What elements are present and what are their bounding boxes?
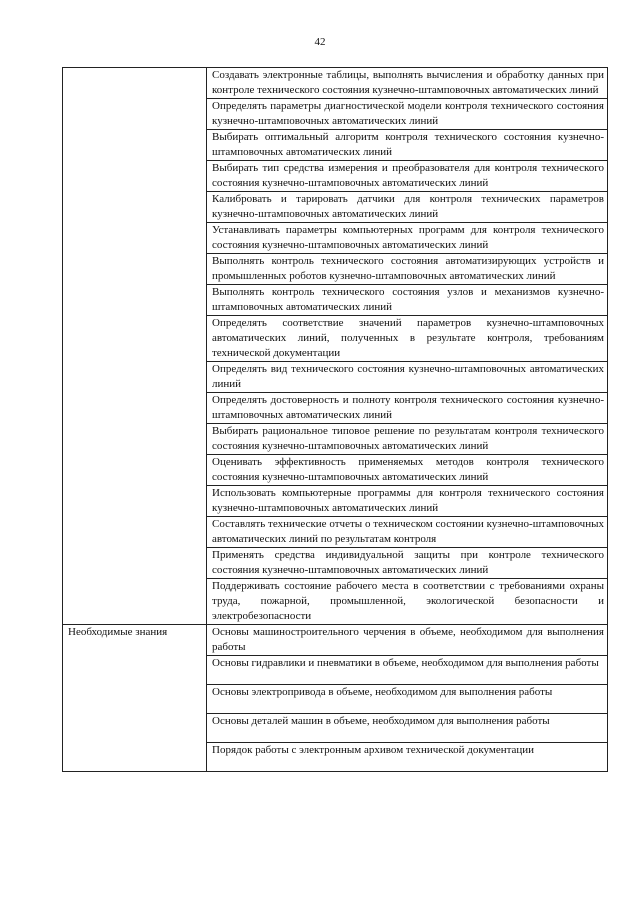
requirement-item: Оценивать эффективность применяемых методов контроля технического состояния кузнечно-штамповочных автоматических линий [207, 455, 608, 486]
requirement-item: Устанавливать параметры компьютерных программ для контроля технического состояния кузнечно-штамповочных автоматических линий [207, 223, 608, 254]
requirement-item: Определять параметры диагностической модели контроля технического состояния кузнечно-штамповочных автоматических линий [207, 99, 608, 130]
section-label: Необходимые знания [63, 625, 207, 772]
requirement-item: Порядок работы с электронным архивом технической документации [207, 743, 608, 772]
table-body [63, 68, 608, 772]
requirement-item: Определять достоверность и полноту контроля технического состояния кузнечно-штамповочных автоматических линий [207, 393, 608, 424]
requirement-item: Основы электропривода в объеме, необходимом для выполнения работы [207, 685, 608, 714]
table-row [63, 68, 608, 99]
table-row [63, 625, 608, 656]
skills-knowledge-table [62, 67, 608, 772]
requirement-item: Создавать электронные таблицы, выполнять вычисления и обработку данных при контроле технического состояния кузнечно-штамповочных автоматических линий [207, 68, 608, 99]
requirement-item: Выполнять контроль технического состояния автоматизирующих устройств и промышленных роботов кузнечно-штамповочных автоматических линий [207, 254, 608, 285]
requirement-item: Выбирать рациональное типовое решение по результатам контроля технического состояния кузнечно-штамповочных автоматических линий [207, 424, 608, 455]
requirement-item: Выбирать оптимальный алгоритм контроля технического состояния кузнечно-штамповочных автоматических линий [207, 130, 608, 161]
requirement-item: Применять средства индивидуальной защиты при контроле технического состояния кузнечно-штамповочных автоматических линий [207, 548, 608, 579]
requirement-item: Определять соответствие значений параметров кузнечно-штамповочных автоматических линий, полученных в результате контроля, требованиям технической документации [207, 316, 608, 362]
page-number: 42 [314, 36, 326, 48]
requirement-item: Калибровать и тарировать датчики для контроля технических параметров кузнечно-штамповочных автоматических линий [207, 192, 608, 223]
requirement-item: Основы машиностроительного черчения в объеме, необходимом для выполнения работы [207, 625, 608, 656]
requirement-item: Выбирать тип средства измерения и преобразователя для контроля технического состояния кузнечно-штамповочных автоматических линий [207, 161, 608, 192]
requirement-item: Использовать компьютерные программы для контроля технического состояния кузнечно-штамповочных автоматических линий [207, 486, 608, 517]
requirement-item: Основы деталей машин в объеме, необходимом для выполнения работы [207, 714, 608, 743]
requirement-item: Определять вид технического состояния кузнечно-штамповочных автоматических линий [207, 362, 608, 393]
requirement-item: Выполнять контроль технического состояния узлов и механизмов кузнечно-штамповочных автоматических линий [207, 285, 608, 316]
requirement-item: Основы гидравлики и пневматики в объеме, необходимом для выполнения работы [207, 656, 608, 685]
requirement-item: Составлять технические отчеты о техническом состоянии кузнечно-штамповочных автоматических линий по результатам контроля [207, 517, 608, 548]
section-label [63, 68, 207, 625]
requirement-item: Поддерживать состояние рабочего места в соответствии с требованиями охраны труда, пожарной, промышленной, экологической безопасности и электробезопасности [207, 579, 608, 625]
